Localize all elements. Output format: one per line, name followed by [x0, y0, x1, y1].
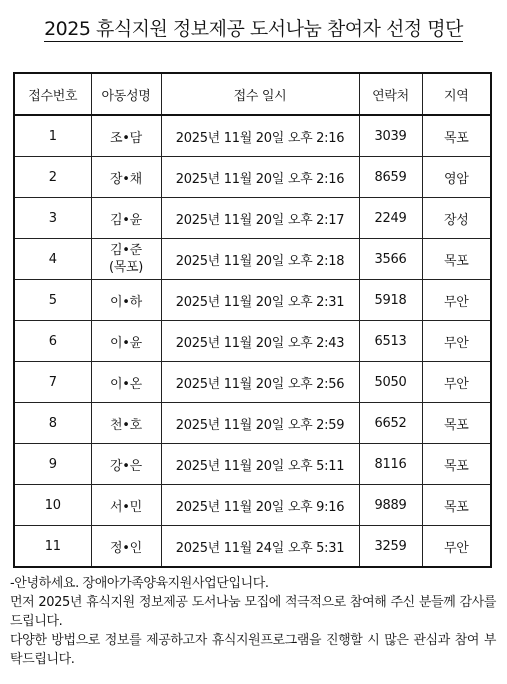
cell-receipt-time: 2025년 11월 20일 오후 2:31 — [161, 280, 359, 321]
cell-region: 목포 — [422, 403, 491, 444]
cell-receipt-time: 2025년 11월 24일 오후 5:31 — [161, 526, 359, 568]
table-row — [14, 321, 491, 362]
cell-child-name — [91, 239, 161, 280]
table-row — [14, 115, 491, 157]
table-header — [14, 73, 491, 115]
cell-region: 목포 — [422, 444, 491, 485]
cell-region: 장성 — [422, 198, 491, 239]
notice-greeting: -안녕하세요. 장애아가족양육지원사업단입니다. — [10, 576, 269, 591]
cell-region: 목포 — [422, 115, 491, 157]
cell-child-name: 이•하 — [91, 280, 161, 321]
notice-text — [10, 574, 496, 669]
cell-receipt-time: 2025년 11월 20일 오후 2:18 — [161, 239, 359, 280]
cell-receipt-no: 3 — [14, 198, 91, 239]
cell-region: 목포 — [422, 239, 491, 280]
page-title — [0, 14, 507, 41]
cell-region: 무안 — [422, 280, 491, 321]
cell-receipt-no: 4 — [14, 239, 91, 280]
header-child-name: 아동성명 — [91, 73, 161, 115]
cell-receipt-no: 6 — [14, 321, 91, 362]
page-title-text: 2025 휴식지원 정보제공 도서나눔 참여자 선정 명단 — [44, 18, 463, 40]
cell-receipt-time: 2025년 11월 20일 오후 2:17 — [161, 198, 359, 239]
cell-contact: 5050 — [359, 362, 422, 403]
cell-receipt-time: 2025년 11월 20일 오후 9:16 — [161, 485, 359, 526]
notice-thanks: 먼저 2025년 휴식지원 정보제공 도서나눔 모집에 적극적으로 참여해 주신 분들께 감사를 드립니다. — [10, 595, 496, 629]
cell-contact: 8116 — [359, 444, 422, 485]
header-receipt-no: 접수번호 — [14, 73, 91, 115]
table-row — [14, 280, 491, 321]
cell-region: 무안 — [422, 321, 491, 362]
cell-contact: 3566 — [359, 239, 422, 280]
cell-receipt-no: 11 — [14, 526, 91, 568]
cell-receipt-time: 2025년 11월 20일 오후 2:59 — [161, 403, 359, 444]
cell-receipt-time: 2025년 11월 20일 오후 2:43 — [161, 321, 359, 362]
cell-receipt-time: 2025년 11월 20일 오후 2:16 — [161, 157, 359, 198]
cell-contact: 2249 — [359, 198, 422, 239]
child-name-region-note: (목포) — [108, 260, 144, 275]
cell-receipt-time: 2025년 11월 20일 오후 2:56 — [161, 362, 359, 403]
cell-child-name: 정•인 — [91, 526, 161, 568]
cell-receipt-no: 9 — [14, 444, 91, 485]
cell-region: 목포 — [422, 485, 491, 526]
cell-child-name: 이•온 — [91, 362, 161, 403]
cell-receipt-no: 10 — [14, 485, 91, 526]
table-row — [14, 403, 491, 444]
table-row — [14, 157, 491, 198]
cell-contact: 5918 — [359, 280, 422, 321]
participant-table — [13, 72, 492, 568]
cell-child-name: 서•민 — [91, 485, 161, 526]
cell-child-name: 조•담 — [91, 115, 161, 157]
header-receipt-time: 접수 일시 — [161, 73, 359, 115]
notice-request: 다양한 방법으로 정보를 제공하고자 휴식지원프로그램을 진행할 시 많은 관심과 참여 부탁드립니다. — [10, 633, 496, 667]
table-row — [14, 526, 491, 568]
cell-child-name: 장•채 — [91, 157, 161, 198]
table-row — [14, 362, 491, 403]
cell-region: 영암 — [422, 157, 491, 198]
cell-child-name: 이•윤 — [91, 321, 161, 362]
cell-receipt-no: 8 — [14, 403, 91, 444]
table-row — [14, 444, 491, 485]
cell-receipt-no: 5 — [14, 280, 91, 321]
cell-child-name: 강•은 — [91, 444, 161, 485]
table-row — [14, 485, 491, 526]
table-row — [14, 198, 491, 239]
cell-contact: 3039 — [359, 115, 422, 157]
cell-receipt-no: 7 — [14, 362, 91, 403]
header-region: 지역 — [422, 73, 491, 115]
cell-contact: 8659 — [359, 157, 422, 198]
child-name-text: 김•준 — [110, 243, 142, 258]
cell-contact: 9889 — [359, 485, 422, 526]
table-body — [14, 115, 491, 567]
cell-child-name: 천•호 — [91, 403, 161, 444]
cell-contact: 6513 — [359, 321, 422, 362]
cell-contact: 3259 — [359, 526, 422, 568]
cell-contact: 6652 — [359, 403, 422, 444]
table-row — [14, 239, 491, 280]
cell-receipt-time: 2025년 11월 20일 오후 5:11 — [161, 444, 359, 485]
header-contact: 연락처 — [359, 73, 422, 115]
cell-region: 무안 — [422, 362, 491, 403]
cell-receipt-time: 2025년 11월 20일 오후 2:16 — [161, 115, 359, 157]
cell-receipt-no: 1 — [14, 115, 91, 157]
table-header-row — [14, 73, 491, 115]
cell-receipt-no: 2 — [14, 157, 91, 198]
cell-child-name: 김•윤 — [91, 198, 161, 239]
cell-region: 무안 — [422, 526, 491, 568]
